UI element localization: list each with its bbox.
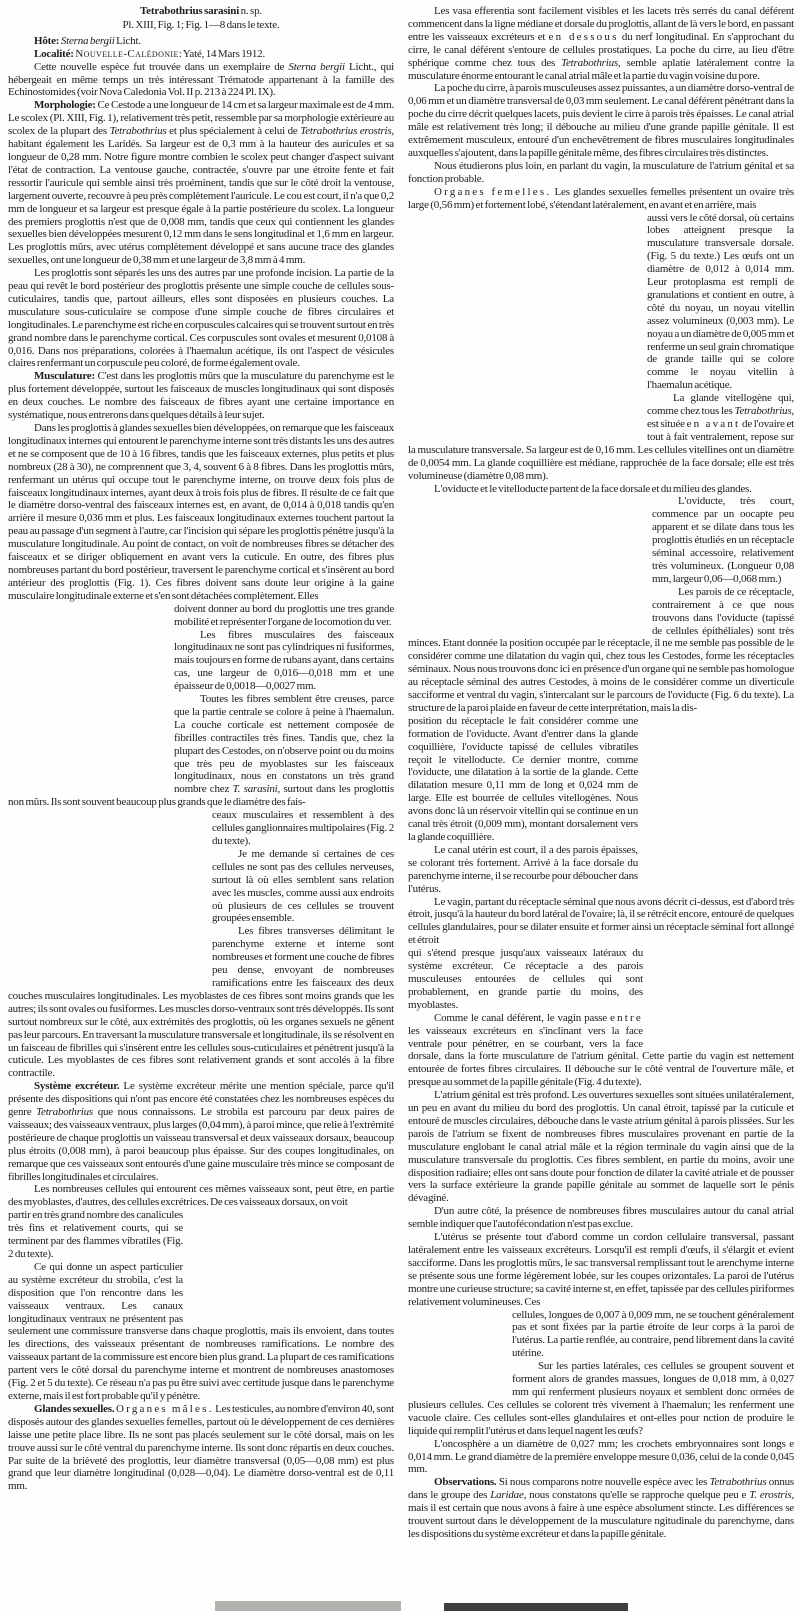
section-glandes-sexuelles: Glandes sexuelles. Organes mâles. Les testicules, au nombre d'environ 40, sont disposés autour des glandes sexuelles femelles, partout où le développement de ces dernières laisse une petite place libre. Ils ne sont pas placés seulement sur le côté dorsal, mais on les trouve aussi sur le côté ventral du parenchyme interne. Ils sont donc répartis en deux couches. Par suite de la brièveté des proglottis, leur diamètre transversal (0,05—0,08 mm) est plus grand que leur diamètre longitudinal (0,028—0,04). Le diamètre dorso-ventral est de 0,11 mm. (8, 1402, 394, 1493)
column-left (8, 5, 394, 1541)
text-paragraph: Toutes les fibres semblent être creuses, parce que la partie centrale se colore à peine à l'haemalun. La couche corticale est nettement composée de fibrilles contractiles très fines. Tandis que, chez la plupart des Cestodes, on n'observe point ou du moins que très peu de myoblastes sur les faisceaux longitudinaux, nous en constatons un très grand nombre chez T. sarasini, surtout dans les proglottis non mûrs. Ils sont souvent beaucoup plus grands que le diamètre des fais- (8, 693, 394, 809)
text-paragraph: Les vasa efferentia sont facilement visibles et les lacets très serrés du canal déférent commencent dans la ligne médiane et dorsale du proglottis, allant de là vers le bord, en passant entre les vaisseaux excréteurs et en dessous du nerf longitudinal. En s'approchant du cirre, le canal déférent s'entoure de cellules prostatiques. La poche du cirre, au lieu d'être sphérique comme chez tous des Tetrabothrius, semble aplatie latéralement contre la musculature énorme entourant le canal atrial mâle et la partie du vagin voisine du pore. (408, 5, 794, 82)
text-paragraph: L'oviducte, très court, commence par un oocapte peu apparent et se dilate dans tous les proglottis étudiés en un réceptacle séminal accessoire, relativement très volumineux. (Longueur 0,08 mm, largeur 0,06—0,068 mm.) (652, 495, 794, 585)
section-observations: Observations. Si nous comparons notre nouvelle espèce avec les Tetrabothrius onnus dans le groupe des Laridae, nous constatons qu'elle se rapproche quelque peu e T. erostris, mais il est certain que nous avons à faire à une espèce absolument stincte. Les différences se trouvent surtout dans le développement de la musculature ngitudinale du parenchyme, dans les dispositions du système excréteur et dans la papille génitale. (408, 1476, 795, 1540)
figure-blank-area (8, 809, 206, 977)
scan-artifact (215, 1601, 401, 1611)
text-paragraph: aussi vers le côté dorsal, où certains lobes atteignent presque la musculature transversale dorsale. (Fig. 5 du texte.) Les œufs ont un diamètre de 0,012 à 0,014 mm. Leur protoplasma est rempli de granulations et contient en outre, à côté du noyau, un noyau vitellin assez volumineux (0,003 mm). Le noyau a un diamètre de 0,005 mm et renferme un seul grain chromatique de grande taille qui se colore comme le noyau vitellin à l'haemalun acétique. (647, 211, 794, 392)
figure-blank-area (408, 1309, 506, 1397)
section-morphologie: Morphologie: Ce Cestode a une longueur de 14 cm et sa largeur maximale est de 4 mm. Le scolex (Pl. XIII, Fig. 1), relativement très petit, ressemble par sa morphologie extérieure au scolex de la plupart des Tetrabothrius et plus spécialement à celui de Tetrabothrius erostris, habitant également les Laridés. Sa largeur est de 0,3 mm à la hauteur des auricules et sa longueur de 0,28 mm. Notre figure montre combien le scolex peut changer d'aspect suivant l'état de contraction. La ventouse gauche, contractée, s'ouvre par une étroite fente et fait ressortir l'auricule qui semble ainsi très proéminent, tandis que sur le côté droit la ventouse, largement ouverte, recouvre à peu près complètement l'auricule. Le cou est court, il n'a que 0,2 mm de longueur et sa largeur est presque égale à la partie postérieure du scolex. La longueur des premiers proglottis n'est que de 0,008 mm, tandis que ceux qui contiennent les glandes sexuelles bien développées mesurent 0,12 mm dans le sens longitudinal et 1,6 mm en largeur. Les proglottis mûrs, avec utérus complètement développé et sans aucune trace des glandes sexuelles, ont une longueur de 0,38 mm et une largeur de 3,8 mm à 4 mm. (8, 99, 395, 267)
text-paragraph: Le canal utérin est court, il a des parois épaisses, se colorant très fortement. Arrivé à la face dorsale du parenchyme interne, il se recourbe pour déboucher dans l'utérus. (408, 843, 638, 895)
figure-blank-area (408, 212, 641, 434)
text-paragraph: Sur les parties latérales, ces cellules se groupent souvent et forment alors de grandes massues, longues de 0,018 mm, à 0,027 mm qui renferment plusieurs noyaux et semblent donc ormées de plusieurs cellules. Ces cellules se colorent très vivement à l'haemalun; les renferment une vacuole claire. Ces cellules sont-elles glandulaires et ont-elles pour nction de produire le liquide qui remplit l'utérus et dans lequel nagent les œufs? (408, 1360, 794, 1437)
section-systeme-excreteur: Système excréteur. Le système excréteur mérite une mention spéciale, parce qu'il présente des dispositions qui n'ont pas encore été constatées chez les nombreuses espèces du genre Tetrabothrius que nous connaissons. Le strobila est parcouru par deux paires de vaisseaux; des vaisseaux ventraux, plus larges (0,04 mm), à paroi mince, que relie à l'extrémité postérieure de chaque proglottis un vaisseau transversal et deux vaisseaux dorsaux, beaucoup plus étroits (0,008 mm), à paroi beaucoup plus épaisse. Sur des coupes longitudinales, on remarque que ces vaisseaux sont entourés d'une gaine musculaire très mince se composant de fibrilles longitudinales et circulaires. (8, 1080, 394, 1183)
text-paragraph: Comme le canal déférent, le vagin passe entre les vaisseaux excréteurs en s'inclinant vers la face ventrale pour pénétrer, en se courbant, vers la face dorsale, dans la forte musculature de l'atrium génital. Cette partie du vagin est nettement entourée de fortes fibres circulaires. Il débouche sur le côté ventral de l'ouverture mâle, et presque au sommet de la papille génitale (Fig. 4 du texte). (408, 1011, 794, 1089)
text-paragraph: Je me demande si certaines de ces cellules ne sont pas des cellules nerveuses, surtout là où elles semblent sans relation avec les muscles, comme aussi aux endroits où plusieurs de ces cellules se trouvent groupées ensemble. (212, 847, 394, 925)
figure-blank-area (649, 947, 794, 1047)
text-paragraph: Les nombreuses cellules qui entourent ces mêmes vaisseaux sont, peut être, en partie des myoblastes, d'autres, des cellules excrétrices. De ces vaisseaux dorsaux, on voit (8, 1183, 394, 1209)
scan-artifact (444, 1603, 628, 1611)
section-organes-femelles: Organes femelles. Les glandes sexuelles femelles présentent un ovaire très large (0,56 mm) et fortement lobé, s'étendant latéralement, en avant et en arrière, mais (408, 185, 794, 211)
text-paragraph: La glande vitellogène qui, comme chez tous les Tetrabothrius, est située en avant de l'ovaire et tout à fait ventralement, repose sur la musculature transversale. Sa largeur est de 0,16 mm. Les cellules vitellines ont un diamètre de 0,0054 mm. La glande coquillière est médiane, rapprochée de la face dorsale; elle est très volumineuse (diamètre 0,08 mm). (408, 392, 794, 482)
section-musculature: Musculature: C'est dans les proglottis mûrs que la musculature du parenchyme est le plus fortement développée, surtout les faisceaux de muscles longitudinaux qui sont disposés en deux couches. Le nombre des faisceaux de fibres ayant une certaine importance en systématique, nous entrerons dans quelques détails à leur sujet. (8, 370, 394, 422)
figure-blank-area (8, 603, 168, 788)
text-paragraph: L'utérus se présente tout d'abord comme un cordon cellulaire transversal, passant latéralement entre les vaisseaux excréteurs. Lorsqu'il est rempli d'œufs, il s'élargit et evient sacciforme. Dans les proglottis mûrs, le sac transversal remplissant tout le arenchyme interne se présente sous une forme légèrement lobée, sur les coupes orizontales. La paroi de l'utérus montre une curieuse structure; sa cavité interne st, en effet, tapissée par des cellules piriformes relativement volumineuses. Ces (408, 1231, 794, 1308)
host-line: Hôte: Sterna bergii Licht. (34, 34, 141, 47)
text-paragraph: doivent donner au bord du proglottis une tres grande mobilité et représenter l'organe de locomotion du ver. (174, 602, 394, 628)
text-paragraph: Ce qui donne un aspect particulier au système excréteur du strobila, c'est la disposition que l'on rencontre dans les vaisseaux ventraux. Les canaux longitudinaux ventraux ne présentent pas seulement une commissure transverse dans chaque proglottis, mais ils envoient, dans toutes les directions, des vaisseaux présentant de nombreuses ramifications. Le nombre des vaisseaux partant de la commissure est encore bien plus grand. La plupart de ces ramifications partent vers le côté dorsal du parenchyme interne et montrent de nombreuses anastomoses (Fig. 2 et 5 du texte). Ce réseau n'a pas pu être suivi avec certitude jusque dans le parenchyme externe, mais il est fort probable qu'il y pénètre. (8, 1260, 394, 1402)
text-paragraph: Les fibres musculaires des faisceaux longitudinaux ne sont pas cylindriques ni fusiformes, mais toujours en forme de rubans ayant, dans certains cas, une largeur de 0,016—0,018 mm et une épaisseur de 0,0018—0,0027 mm. (174, 628, 394, 693)
title-subline: Pl. XIII, Fig. 1; Fig. 1—8 dans le texte. (122, 18, 280, 31)
text-paragraph: Les proglottis sont séparés les uns des autres par une profonde incision. La partie de la peau qui revêt le bord postérieur des proglottis présente une simple couche de cellules sous-cuticulaires, tandis que, partout ailleurs, elles sont disposées en plusieurs couches. La musculature sous-cuticulaire se compose d'une simple couche de fibres circulaires et longitudinales. Le parenchyme est riche en corpuscules calcaires qui se trouvent surtout en très grand nombre dans le parenchyme cortical. Ces corpuscules sont ovales et mesurent 0,0108 à 0,016. Dans nos préparations, colorées à l'haemalun acétique, ils ont l'aspect de vésicules claires renfermant un corpuscule peu coloré, de forme également ovale. (8, 267, 394, 370)
figure-blank-area (189, 1209, 394, 1317)
text-paragraph: position du réceptacle le fait considérer comme une formation de l'oviducte. Avant d'entrer dans la glande coquillière, l'oviducte tapissé de cellules vibratiles reçoit le vitelloducte. Ce dernier montre, comme l'oviducte, une dilatation à la sortie de la glande. Cette dilatation mesure 0,11 mm de long et 0,024 mm de large. Elle est bourrée de cellules vitellogènes. Nous avons donc là un réservoir vitellin qui se continue en un canal très étroit (0,009 mm), montant dorsalement vers la glande coquillière. (408, 714, 638, 843)
text-paragraph: L'oviducte et le vitelloducte partent de la face dorsale et du milieu des glandes. (434, 482, 752, 495)
figure-blank-area (408, 495, 646, 633)
text-paragraph: Le vagin, partant du réceptacle séminal que nous avons décrit ci-dessus, est d'abord très étroit, jusqu'à la hauteur du bord latéral de l'ovaire; là, il se rétrécit encore, entouré de quelques cellules glandulaires, pour se dilater ensuite et former ainsi un réceptacle séminal fort allongé et étroit (408, 895, 794, 947)
text-paragraph: Nous étudierons plus loin, en parlant du vagin, la musculature de l'atrium génital et sa fonction probable. (408, 159, 794, 185)
text-paragraph: ceaux musculaires et ressemblent à des cellules ganglionnaires multipolaires (Fig. 2 du texte). (212, 809, 394, 847)
text-paragraph: partir en très grand nombre des canalicules très fins et relativement courts, qui se terminent par des flammes vibratiles (Fig. 2 du texte). (8, 1209, 183, 1260)
locality-line: Localité: Nouvelle-Calédonie: Yaté, 14 Mars 1912. (34, 47, 265, 60)
text-paragraph: Dans les proglottis à glandes sexuelles bien développées, on remarque que les faisceaux longitudinaux internes qui entourent le parenchyme interne sont très distants les uns des autres et ne se composent que de 10 à 16 fibres, tandis que les faisceaux externes, plus petits et plus nombreux (28 à 30), ne comprennent que 3, 4, souvent 6 à 8 fibres. Dans les proglottis mûrs, renfermant un utérus qui occupe tout le parenchyme interne, on trouve deux fois plus de faisceaux longitudinaux internes, ayant deux à trois fois plus de fibres. Il résulte de ce fait que le diamètre dorso-ventral des faisceaux internes est, en avant, de 0,014 à 0,018 tandis qu'en arrière il mesure 0,036 mm et plus. Les faisceaux longitudinaux externes touchent partout la peau au passage d'un segment à l'autre, car l'incision qui sépare les proglottis pénètre jusqu'à la musculature longitudinale. Au point de contact, on voit de nombreuses fibres se détacher des faisceaux et se diriger obliquement en avant vers la cuticule. En outre, des fibres plus nombreuses partant du bord postérieur, traversent le parenchyme cortical et s'insèrent au bord antérieur des proglottis (Fig. 1). Ces fibres doivent sans doute leur origine à la gaine musculaire longitudinale externe et s'en sont détachées complètement. Elles (8, 422, 394, 602)
text-paragraph: cellules, longues de 0,007 à 0,009 mm, ne se touchent généralement pas et sont fixées par la partie étroite de leur corps à la paroi de l'utérus. La partie renflée, au contraire, pend librement dans la cavité utérine. (512, 1308, 794, 1360)
text-paragraph: L'atrium génital est très profond. Les ouvertures sexuelles sont situées unilatéralement, un peu en avant du milieu du bord des proglottis. Un canal étroit, tapissé par la cuticule et entouré de muscles circulaires, débouche dans le vaste atrium génital à parois plissées. Sur les parois de l'atrium se fixent de nombreuses fibres musculaires provenant en partie de la musculature englobant le canal atrial mâle et la région terminale du vagin ainsi que de la musculature transversale du proglottis. Ces fibres semblent, en partie du moins, avoir une disposition radiaire; elles ont sans doute pour fonction de dilater la cavité atriale et de pousser vers la surface extérieure la grande papille génitale au sommet de laquelle sort le pénis dévaginé. (408, 1089, 794, 1205)
figure-blank-area (644, 715, 794, 887)
text-paragraph: D'un autre côté, la présence de nombreuses fibres musculaires autour du canal atrial semble indiquer que l'autofécondation n'est pas exclue. (408, 1205, 794, 1231)
text-paragraph: qui s'étend presque jusqu'aux vaisseaux latéraux du système excréteur. Ce réceptacle a des parois musculeuses entourées de cellules qui sont probablement, en grande partie du moins, des myoblastes. (408, 947, 643, 1011)
column-right (408, 5, 794, 1541)
text-paragraph: La poche du cirre, à parois musculeuses assez puissantes, a un diamètre dorso-ventral de 0,06 mm et un diamètre transversal de 0,03 mm seulement. Le canal déférent pénétrant dans la poche du cirre décrit quelques lacets, puis devient le cirre à parois très épaisses. Le canal atrial mâle est relativement très long; il débouche au milieu d'une grande papille génitale. Il est extrêmement musculeux, entouré d'un enchevêtrement de fibres musculaires longitudinales auxquelles s'ajoutent, dans la papille génitale même, des fibres circulaires très distinctes. (408, 82, 794, 159)
species-title: Tetrabothrius sarasini n. sp. (140, 5, 262, 17)
text-paragraph: Cette nouvelle espèce fut trouvée dans un exemplaire de Sterna bergii Licht., qui hébergeait en même temps un très intéressant Trématode appartenant à la famille des Echinostomides (voir Nova Caledonia Vol. II p. 213 à 224 Pl. IX). (8, 60, 394, 99)
text-paragraph: L'oncosphère a un diamètre de 0,027 mm; les crochets embryonnaires sont longs e 0,014 mm. Le grand diamètre de la première enveloppe mesure 0,036, celui de la conde 0,045 mm. (408, 1437, 794, 1476)
text-paragraph: Les fibres transverses délimitant le parenchyme externe et interne sont nombreuses et forment une couche de fibres peu dense, envoyant de nombreuses ramifications entre les faisceaux des deux couches musculaires longitudinales. Les myoblastes de ces fibres sont moins grands que les autres; ils sont ovales ou fusiformes. Les muscles dorso-ventraux sont très développés. Ils sont surtout nombreux sur le côté, aux extrémités des proglottis, où les organes sexuels ne gênent pas leur parcours. En traversant la musculature transversale et longitudinale, ils se résolvent en un faisceau de fibrilles qui s'insèrent entre les cellules sous-cuticulaires et pénètrent jusqu'à la cuticule. Les myoblastes de ces fibres sont relativement grands et sont accolés à la fibre contractile. (8, 925, 394, 1080)
text-paragraph: Les parois de ce réceptacle, contrairement à ce que nous trouvons dans l'oviducte (tapissé de cellules épithéliales) sont très minces. Etant donnée la position occupée par le réceptacle, il ne me semble pas possible de le considérer comme une dilatation du vagin qui, chez tous les Cestodes, forme les réceptacles séminaux. Nous nous trouvons donc ici en présence d'un organe qui ne semble pas homologue au réceptacle séminal des autres Cestodes, à moins de le considérer comme un diverticule sacciforme et ventral du vagin, s'intercalant sur le parcours de l'oviducte (Fig. 6 du texte). La structure de la paroi plaide en faveur de cette interprétation, mais la dis- (408, 585, 794, 714)
